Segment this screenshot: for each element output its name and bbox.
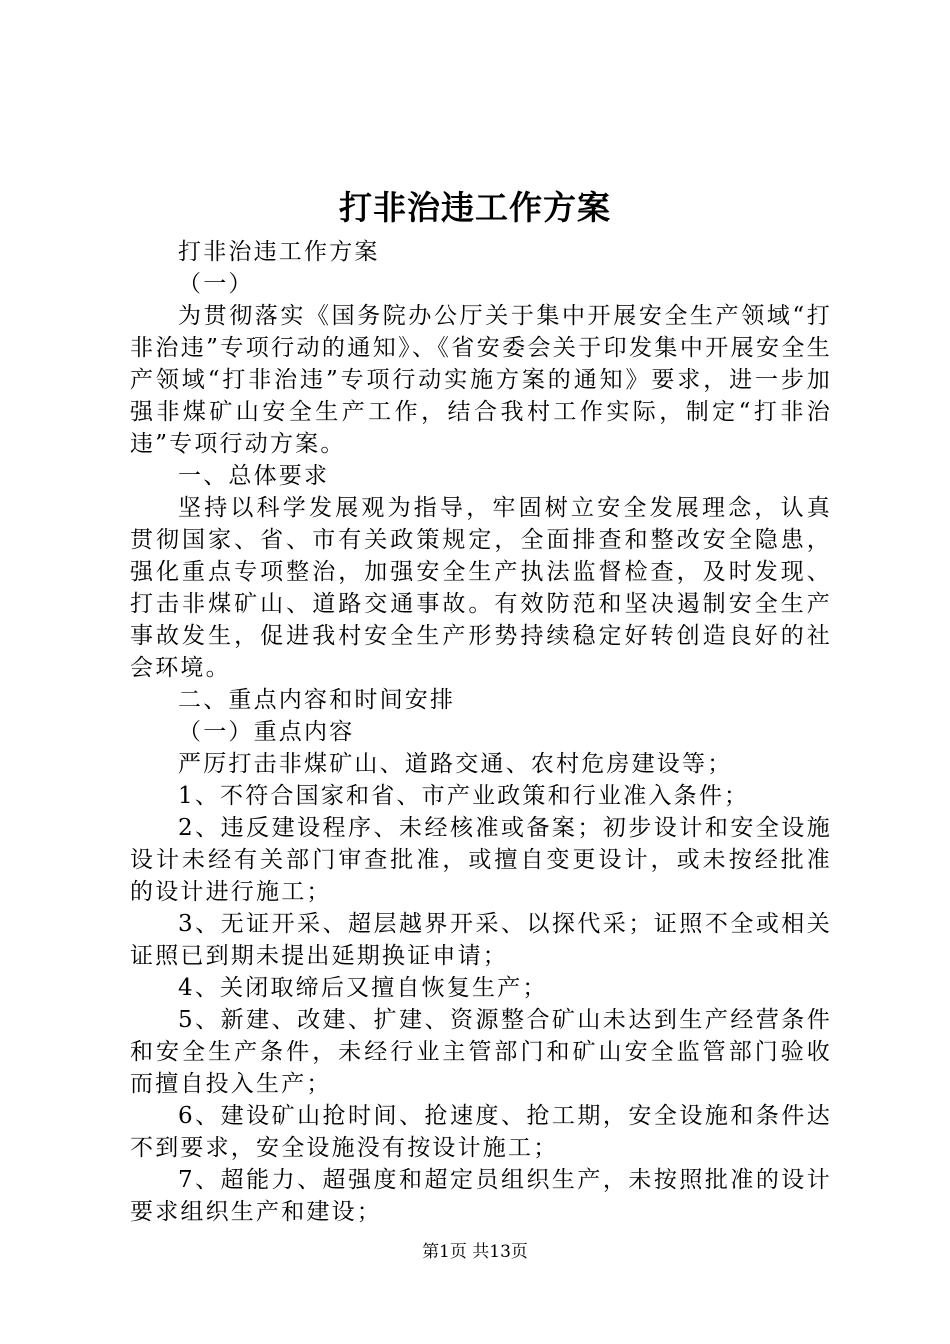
list-item: 7、超能力、超强度和超定员组织生产，未按照批准的设计要求组织生产和建设； bbox=[130, 1167, 832, 1225]
list-item: 3、无证开采、超层越界开采、以探代采；证照不全或相关证照已到期未提出延期换证申请； bbox=[130, 911, 832, 969]
subsection-heading: （一）重点内容 bbox=[178, 719, 355, 745]
list-item: 1、不符合国家和省、市产业政策和行业准入条件； bbox=[178, 783, 750, 809]
paragraph: 为贯彻落实《国务院办公厅关于集中开展安全生产领域“打非治违”专项行动的通知》、《省安委会关于印发集中开展安全生产领域“打非治违”专项行动实施方案的通知》要求，进一步加强非煤矿山安全生产工作，结合我村工作实际，制定“打非治违”专项行动方案。 bbox=[130, 303, 832, 457]
list-item: 2、违反建设程序、未经核准或备案；初步设计和安全设施设计未经有关部门审查批准，或擅自变更设计，或未按经批准的设计进行施工； bbox=[130, 815, 832, 905]
paragraph: （一） bbox=[178, 271, 254, 297]
document-body bbox=[130, 236, 832, 1228]
document-title: 打非治违工作方案 bbox=[339, 188, 611, 227]
list-item: 5、新建、改建、扩建、资源整合矿山未达到生产经营条件和安全生产条件，未经行业主管部门和矿山安全监管部门验收而擅自投入生产； bbox=[130, 1007, 832, 1097]
section-heading: 二、重点内容和时间安排 bbox=[178, 687, 456, 713]
paragraph: 坚持以科学发展观为指导，牢固树立安全发展理念，认真贯彻国家、省、市有关政策规定，全面排查和整改安全隐患，强化重点专项整治，加强安全生产执法监督检查，及时发现、打击非煤矿山、道路交通事故。有效防范和坚决遏制安全生产事故发生，促进我村安全生产形势持续稳定好转创造良好的社会环境。 bbox=[130, 495, 832, 681]
list-item: 4、关闭取缔后又擅自恢复生产； bbox=[178, 975, 548, 1001]
paragraph: 打非治违工作方案 bbox=[178, 239, 380, 265]
section-heading: 一、总体要求 bbox=[178, 463, 330, 489]
list-item: 6、建设矿山抢时间、抢速度、抢工期，安全设施和条件达不到要求，安全设施没有按设计施工； bbox=[130, 1103, 832, 1161]
page-footer: 第1页 共13页 bbox=[422, 1242, 528, 1262]
paragraph: 严厉打击非煤矿山、道路交通、农村危房建设等； bbox=[178, 751, 733, 777]
